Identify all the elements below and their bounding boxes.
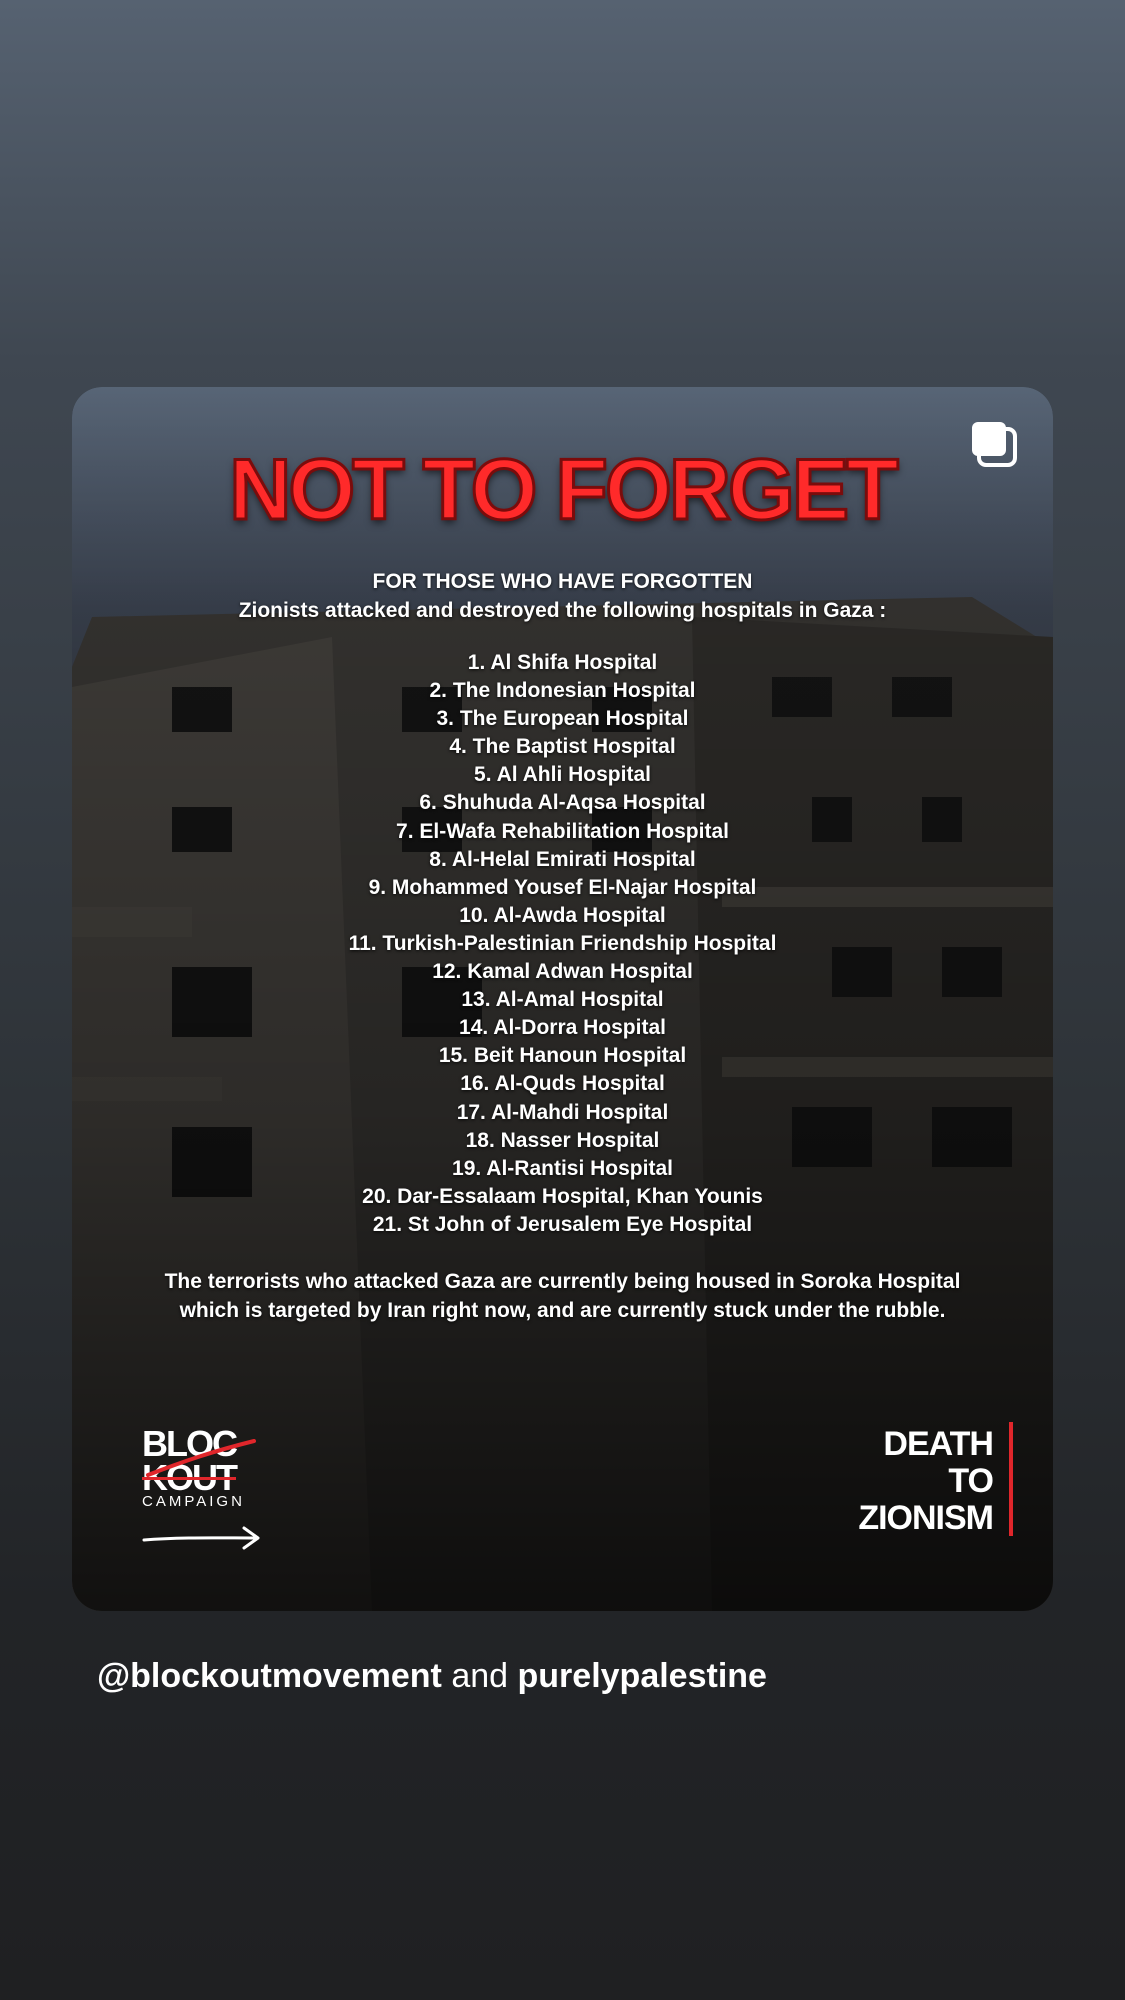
list-item: 10. Al-Awda Hospital [459,903,666,927]
death-to-zionism-logo [783,1422,1013,1542]
list-item: 11. Turkish-Palestinian Friendship Hospital [348,931,777,955]
red-divider-bar [1009,1422,1013,1536]
logo-right-line-1: DEATH [883,1425,993,1463]
subhead-line-1: FOR THOSE WHO HAVE FORGOTTEN [372,570,753,593]
logo-right-words [858,1426,993,1537]
list-item: 6. Shuhuda Al-Aqsa Hospital [419,791,706,815]
list-item: 20. Dar-Essalaam Hospital, Khan Younis [362,1184,763,1208]
logo-right-line-2: TO [948,1462,993,1500]
post-subhead [72,567,1053,625]
hospital-list [72,649,1053,1239]
post-credits [97,1654,767,1698]
list-item: 12. Kamal Adwan Hospital [432,960,693,984]
shared-post-card[interactable] [72,387,1053,1611]
post-footer-note: The terrorists who attacked Gaza are currently being housed in Soroka Hospital which is targeted by Iran right now, and are currently stuck under the rubble. [164,1270,961,1322]
list-item: 21. St John of Jerusalem Eye Hospital [372,1212,753,1236]
logo-right-line-3: ZIONISM [858,1499,993,1537]
list-item: 5. Al Ahli Hospital [474,763,651,787]
author-handle-link[interactable]: @blockoutmovement [97,1657,442,1695]
credits-joiner: and [451,1657,509,1695]
list-item: 2. The Indonesian Hospital [429,679,696,703]
subhead-line-2: Zionists attacked and destroyed the following hospitals in Gaza : [238,599,887,622]
list-item: 7. El-Wafa Rehabilitation Hospital [396,819,729,843]
list-item: 16. Al-Quds Hospital [460,1072,665,1096]
logo-left-line-3: CAMPAIGN [142,1493,245,1510]
list-item: 19. Al-Rantisi Hospital [452,1156,673,1180]
list-item: 4. The Baptist Hospital [449,735,676,759]
list-item: 18. Nasser Hospital [465,1128,660,1152]
list-item: 15. Beit Hanoun Hospital [438,1044,687,1068]
logo-left-line-2: KOUT [142,1457,236,1498]
list-item: 8. Al-Helal Emirati Hospital [429,847,696,871]
red-strike-icon [144,1439,256,1479]
list-item: 17. Al-Mahdi Hospital [456,1100,669,1124]
logo-left-line-1: BLOC [142,1423,236,1464]
blockout-campaign-logo [142,1423,272,1557]
post-headline: NOT TO FORGET [229,442,896,538]
list-item: 9. Mohammed Yousef El-Najar Hospital [368,875,757,899]
list-item: 13. Al-Amal Hospital [461,988,664,1012]
list-item: 14. Al-Dorra Hospital [459,1016,666,1040]
list-item: 3. The European Hospital [436,707,689,731]
list-item: 1. Al Shifa Hospital [467,651,658,674]
arrow-right-icon [140,1525,264,1551]
collaborator-handle-link[interactable]: purelypalestine [517,1657,767,1695]
